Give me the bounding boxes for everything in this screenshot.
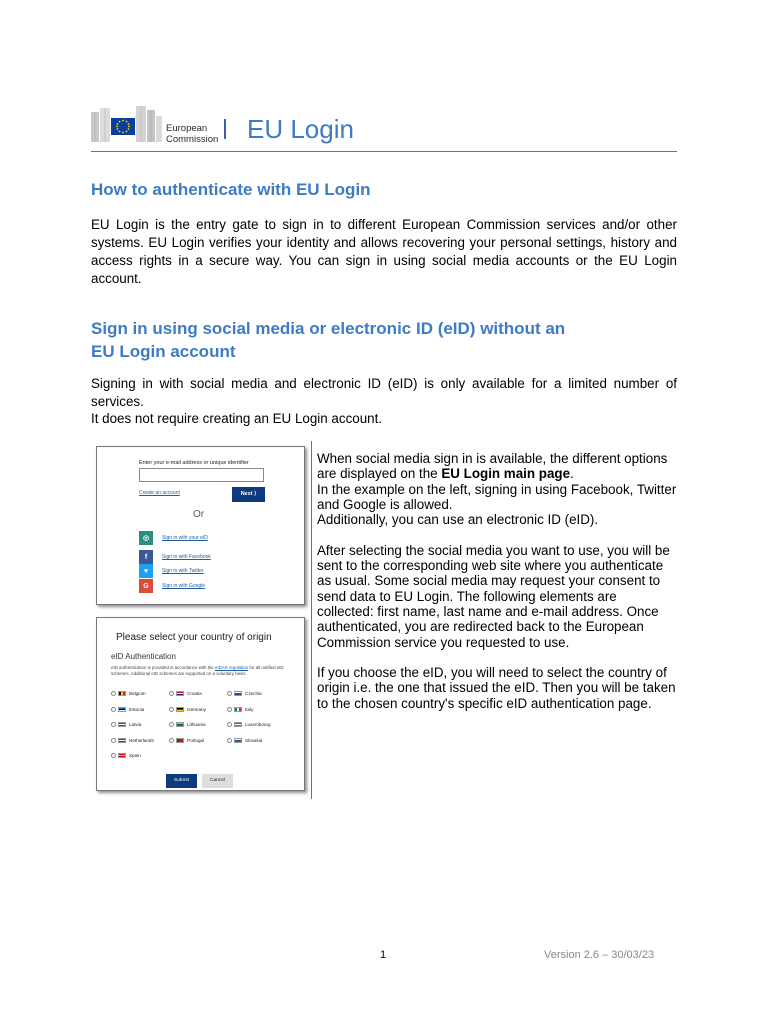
login-page-screenshot — [96, 446, 305, 605]
social-option — [139, 579, 205, 593]
country-option — [169, 722, 206, 727]
flag-icon — [176, 722, 184, 727]
cancel-button: Cancel — [202, 774, 233, 788]
flag-icon — [176, 738, 184, 743]
radio-icon — [111, 707, 116, 712]
identifier-label: Enter your e-mail address or unique identifier — [139, 460, 249, 466]
version-label: Version 2.6 – 30/03/23 — [544, 949, 655, 961]
or-separator: Or — [193, 509, 205, 520]
note-prefix: eID authentication is provided in accordance with the — [111, 665, 215, 670]
flag-icon — [234, 707, 242, 712]
country-name: Luxembourg — [245, 722, 271, 727]
flag-icon — [118, 691, 126, 696]
country-name: Portugal — [187, 738, 205, 743]
social-option — [139, 564, 204, 578]
flag-icon — [234, 722, 242, 727]
country-selection-title: Please select your country of origin — [116, 632, 272, 643]
country-name: Lithuania — [187, 722, 206, 727]
explanation-column — [317, 451, 677, 726]
country-option — [111, 707, 144, 712]
social-option — [139, 531, 208, 545]
social-option-link: Sign in with your eID — [162, 535, 208, 541]
radio-icon — [227, 707, 232, 712]
radio-icon — [111, 722, 116, 727]
country-option — [169, 738, 204, 743]
column-divider — [311, 441, 312, 799]
social-option-link: Sign in with Facebook — [162, 554, 211, 560]
country-option — [169, 691, 202, 696]
country-option — [111, 691, 146, 696]
country-name: Italy — [245, 707, 254, 712]
org-line-1: European — [166, 123, 208, 134]
note-suffix: for all notified eID schemes. Additional eID schemes are supported on a voluntary basis. — [111, 665, 284, 676]
options-period: . — [570, 466, 574, 482]
org-line-2: Commission — [166, 134, 219, 145]
country-selection-screenshot — [96, 617, 305, 791]
flag-icon — [234, 691, 242, 696]
country-option — [227, 691, 262, 696]
next-button: Next ⟩ — [232, 487, 265, 502]
radio-icon — [169, 722, 174, 727]
radio-icon — [169, 707, 174, 712]
country-name: Czechia — [245, 691, 262, 696]
country-name: Croatia — [187, 691, 202, 696]
country-name: Belgium — [129, 691, 146, 696]
country-name: Spain — [129, 753, 141, 758]
main-page-emphasis: EU Login main page — [441, 466, 571, 482]
section-intro-paragraph: EU Login is the entry gate to sign in to different European Commission services and/or other systems. EU Login verifies your identity and allows recovering your personal settings, history and access rights in a secure way. You can sign in using social media accounts or the EU Login account. — [91, 217, 677, 286]
eid-option-text: Additionally, you can use an electronic ID (eID). — [317, 512, 599, 528]
identifier-input — [139, 468, 264, 482]
section-heading-social-eid — [91, 317, 651, 363]
page-number: 1 — [380, 949, 387, 961]
radio-icon — [111, 738, 116, 743]
social-media-flow-paragraph: After selecting the social media you want to use, you will be sent to the corresponding web site where you authenticate as usual. Some social media may request your consent to send data to EU Login. The following elements are collected: first name, last name and e-mail address. Once authenticated, you are redirected back to the European Commission service you requested to use. — [317, 542, 670, 650]
availability-paragraph: Signing in with social media and electronic ID (eID) is only available for a limited number of services. — [91, 376, 677, 409]
flag-icon — [176, 691, 184, 696]
country-option — [111, 722, 141, 727]
options-paragraph — [317, 451, 677, 527]
options-text: When social media sign in is available, the different options are displayed on the — [317, 451, 668, 482]
radio-icon — [227, 722, 232, 727]
country-name: Slovakia — [245, 738, 263, 743]
flag-icon — [118, 722, 126, 727]
organization-name — [166, 123, 218, 145]
flag-icon — [118, 707, 126, 712]
submit-button: Submit — [166, 774, 197, 788]
twitter-icon: ♥ — [139, 564, 153, 578]
country-option — [169, 707, 206, 712]
country-name: Germany — [187, 707, 206, 712]
country-option — [227, 722, 271, 727]
app-title: EU Login — [247, 114, 354, 144]
flag-icon — [118, 738, 126, 743]
radio-icon — [169, 691, 174, 696]
create-account-link: Create an account — [139, 490, 180, 496]
country-name: Netherlands — [129, 738, 154, 743]
page-header — [91, 104, 677, 152]
heading-line-2: EU Login account — [91, 342, 236, 361]
eid-flow-paragraph: If you choose the eID, you will need to select the country of origin i.e. the one that issued the eID. Then you will be taken to the chosen country's specific eID authentication page. — [317, 665, 676, 711]
eid-authentication-subtitle: eID Authentication — [111, 652, 176, 661]
eid-icon: ◎ — [139, 531, 153, 545]
eidas-regulation-link: eIDAS regulation — [214, 665, 249, 670]
country-name: Latvia — [129, 722, 142, 727]
social-option-link: Sign in with Google — [162, 583, 206, 589]
no-account-paragraph: It does not require creating an EU Login account. — [91, 411, 383, 426]
country-option — [227, 707, 253, 712]
radio-icon — [227, 738, 232, 743]
radio-icon — [111, 691, 116, 696]
european-commission-logo — [91, 104, 163, 144]
google-icon: G — [139, 579, 153, 593]
header-divider — [224, 119, 226, 139]
country-option — [111, 738, 154, 743]
country-option — [227, 738, 262, 743]
flag-icon — [176, 707, 184, 712]
section-heading-authenticate: How to authenticate with EU Login — [91, 180, 371, 199]
example-text: In the example on the left, signing in using Facebook, Twitter and Google is allowed. — [317, 481, 677, 512]
country-option — [111, 753, 141, 758]
flag-icon — [118, 753, 126, 758]
radio-icon — [169, 738, 174, 743]
social-option-link: Sign in with Twitter — [162, 568, 204, 574]
social-option — [139, 550, 211, 564]
flag-icon — [234, 738, 242, 743]
radio-icon — [227, 691, 232, 696]
country-name: Estonia — [129, 707, 145, 712]
eidas-note — [111, 665, 291, 677]
facebook-icon: f — [139, 550, 153, 564]
radio-icon — [111, 753, 116, 758]
heading-line-1: Sign in using social media or electronic ID (eID) without an — [91, 319, 566, 338]
